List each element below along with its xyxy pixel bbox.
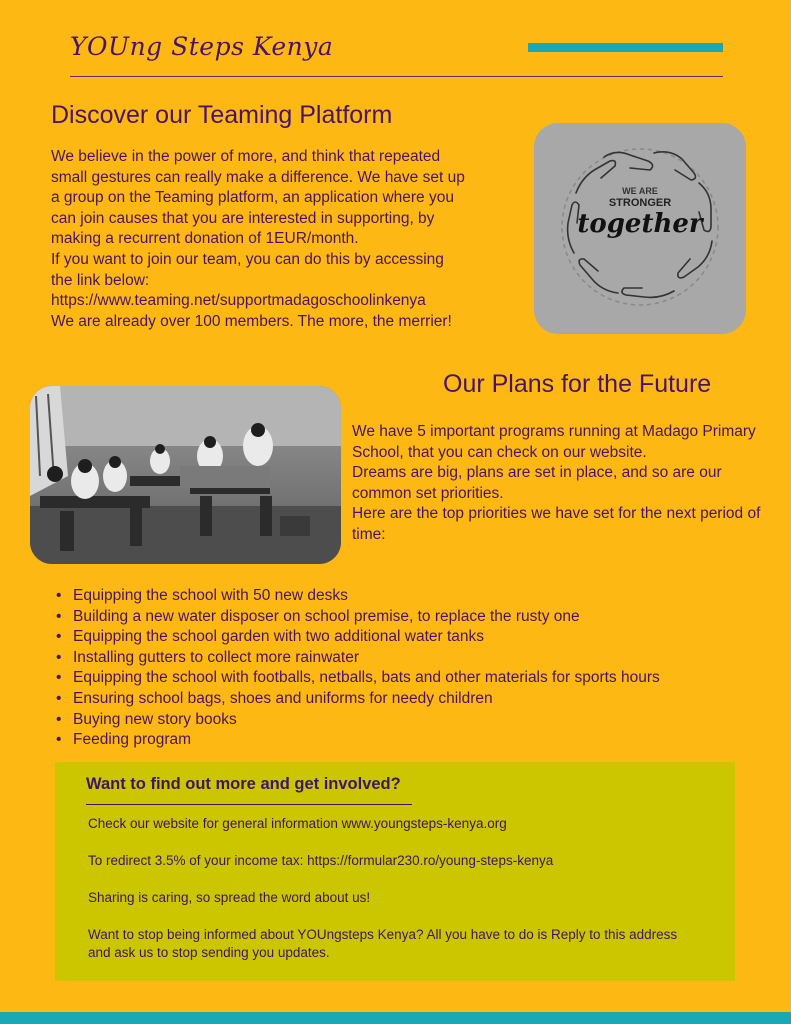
list-item: • Equipping the school with footballs, netballs, bats and other materials for sports hours <box>51 668 660 689</box>
cta-divider <box>86 804 412 805</box>
discover-title: Discover our Teaming Platform <box>51 101 393 129</box>
plans-line: time: <box>352 525 386 543</box>
image-small-text: WE ARE <box>622 186 658 196</box>
unsubscribe-text-2: and ask us to stop sending you updates. <box>88 945 330 960</box>
list-item: • Buying new story books <box>51 710 660 731</box>
website-link[interactable]: Check our website for general information www.youngsteps-kenya.org <box>88 816 507 831</box>
plans-line: We have 5 important programs running at Madago Primary <box>352 423 756 440</box>
discover-line: making a recurrent donation of 1EUR/month. <box>51 230 359 248</box>
plans-line: School, that you can check on our website. <box>352 443 647 461</box>
plans-line: Here are the top priorities we have set for the next period of <box>352 505 761 523</box>
discover-line: the link below: <box>51 271 150 289</box>
list-item: • Equipping the school garden with two additional water tanks <box>51 627 660 648</box>
discover-line: a group on the Teaming platform, an application where you <box>51 189 454 207</box>
discover-line: small gestures can really make a difference. We have set up <box>51 168 465 186</box>
discover-line: can join causes that you are interested in supporting, by <box>51 209 435 227</box>
priorities-list <box>51 586 660 751</box>
plans-line: Dreams are big, plans are set in place, and so are our <box>352 464 722 482</box>
plans-paragraph <box>352 422 777 546</box>
brand-logo: YOUng Steps Kenya <box>70 32 334 61</box>
cta-title: Want to find out more and get involved? <box>86 775 401 793</box>
list-item: • Ensuring school bags, shoes and uniforms for needy children <box>51 689 660 710</box>
list-item: • Building a new water disposer on school premise, to replace the rusty one <box>51 607 660 628</box>
header-accent-bar <box>528 43 723 52</box>
image-script-text: together <box>577 209 703 239</box>
footer-accent-bar <box>0 1012 791 1024</box>
image-big-text: STRONGER <box>608 197 672 209</box>
unsubscribe-text-1: Want to stop being informed about YOUngsteps Kenya? All you have to do is Reply to this address <box>88 927 678 942</box>
discover-line: We believe in the power of more, and think that repeated <box>51 148 441 165</box>
list-item: • Feeding program <box>51 730 660 751</box>
teaming-link[interactable]: https://www.teaming.net/supportmadagoschoolinkenya <box>51 292 426 310</box>
plans-line: common set priorities. <box>352 484 504 502</box>
stronger-together-image <box>534 123 746 334</box>
get-involved-box <box>55 762 735 981</box>
list-item: • Equipping the school with 50 new desks <box>51 586 660 607</box>
tax-redirect-link[interactable]: To redirect 3.5% of your income tax: https://formular230.ro/young-steps-kenya <box>88 853 554 868</box>
discover-line: We are already over 100 members. The more, the merrier! <box>51 312 452 330</box>
header-divider <box>70 76 723 77</box>
plans-title: Our Plans for the Future <box>443 370 712 398</box>
list-item: • Installing gutters to collect more rainwater <box>51 648 660 669</box>
classroom-photo <box>30 386 341 564</box>
share-text: Sharing is caring, so spread the word about us! <box>88 890 371 905</box>
classroom-photo-illustration <box>30 386 341 564</box>
discover-line: If you want to join our team, you can do this by accessing <box>51 250 444 268</box>
discover-paragraph <box>51 147 501 332</box>
